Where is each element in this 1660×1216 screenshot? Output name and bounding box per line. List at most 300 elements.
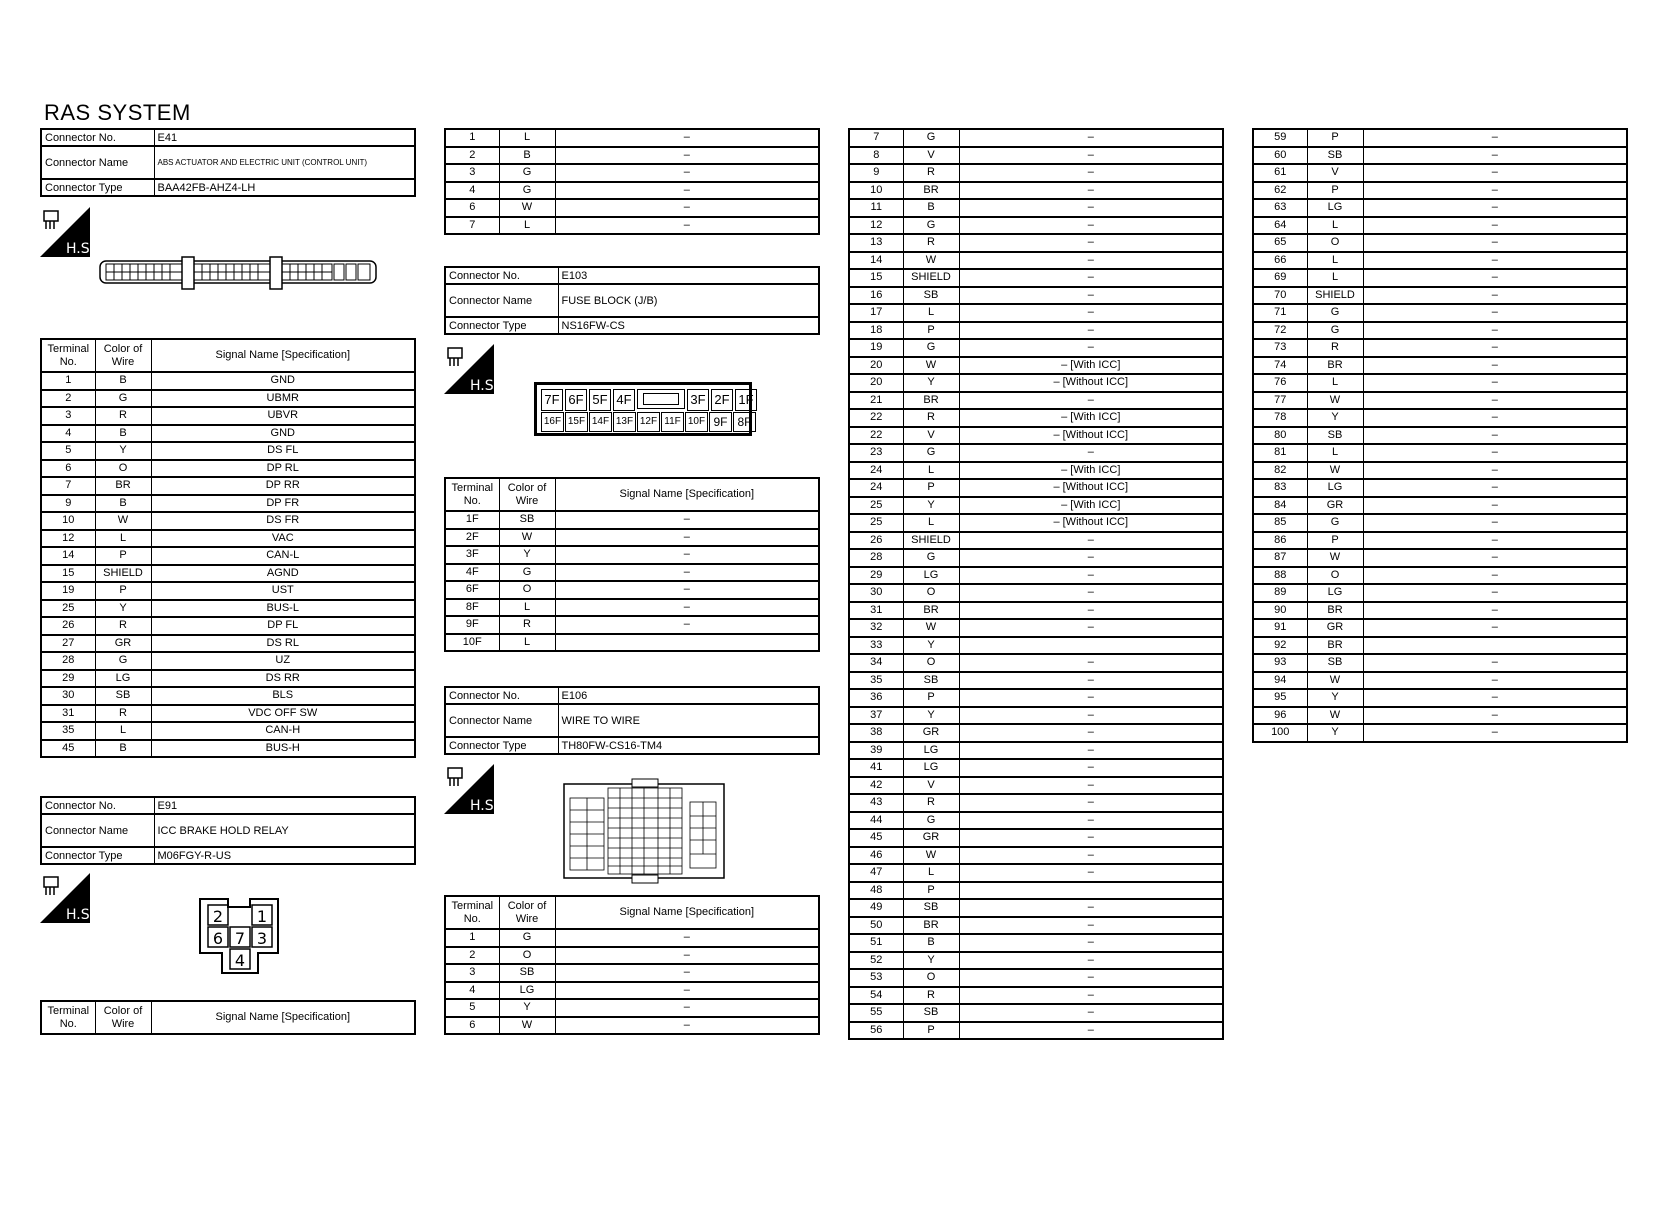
signal-name-cell: –	[959, 1022, 1223, 1040]
terminal-no-cell: 77	[1253, 392, 1307, 410]
table-row	[849, 899, 1223, 917]
signal-name-cell: –	[959, 969, 1223, 987]
wire-color-cell: G	[499, 564, 555, 582]
wire-color-cell: G	[903, 812, 959, 830]
wire-color-cell: W	[1307, 672, 1363, 690]
wire-color-cell: O	[499, 947, 555, 965]
signal-name-cell: –	[555, 599, 819, 617]
terminal-no-cell: 81	[1253, 444, 1307, 462]
table-row	[41, 460, 415, 478]
connector-type-label: Connector Type	[445, 737, 558, 754]
terminal-no-cell: 64	[1253, 217, 1307, 235]
connector-no-value: E103	[558, 267, 819, 284]
wire-color-cell: P	[1307, 129, 1363, 147]
wire-color-cell: LG	[1307, 584, 1363, 602]
signal-name-cell: –	[1363, 322, 1627, 340]
terminal-no-cell: 6F	[445, 581, 499, 599]
terminal-no-cell: 50	[849, 917, 903, 935]
e106-info-table	[444, 686, 820, 755]
table-row	[41, 565, 415, 583]
e103-pin: 3F	[687, 389, 709, 411]
table-row	[849, 409, 1223, 427]
table-row	[849, 514, 1223, 532]
e103-terminal-table	[444, 477, 820, 652]
terminal-no-cell: 35	[41, 722, 95, 740]
terminal-no-cell: 1	[445, 929, 499, 947]
terminal-no-cell: 66	[1253, 252, 1307, 270]
terminal-no-cell: 25	[849, 497, 903, 515]
terminal-no-cell: 3	[445, 964, 499, 982]
wire-color-cell: P	[95, 547, 151, 565]
table-row	[849, 584, 1223, 602]
table-row	[445, 599, 819, 617]
table-row	[849, 864, 1223, 882]
terminal-no-cell: 27	[41, 635, 95, 653]
hs-label: H.S.	[470, 378, 499, 394]
wire-color-cell: L	[499, 129, 555, 147]
terminal-no-cell: 13	[849, 234, 903, 252]
table-row	[849, 689, 1223, 707]
table-row	[849, 829, 1223, 847]
terminal-no-cell: 92	[1253, 637, 1307, 655]
signal-name-cell: – [With ICC]	[959, 462, 1223, 480]
signal-name-cell: BUS-L	[151, 600, 415, 618]
hs-label: H.S.	[470, 798, 499, 814]
wire-color-cell: GR	[1307, 497, 1363, 515]
connector-no-label: Connector No.	[445, 687, 558, 704]
table-row	[1253, 199, 1627, 217]
wire-color-cell: R	[1307, 339, 1363, 357]
signal-name-cell: –	[1363, 182, 1627, 200]
table-row	[445, 147, 819, 165]
signal-name-cell: –	[959, 532, 1223, 550]
terminal-no-cell: 42	[849, 777, 903, 795]
terminal-no-cell: 14	[849, 252, 903, 270]
terminal-no-cell: 24	[849, 462, 903, 480]
wire-color-cell: P	[95, 582, 151, 600]
wire-color-cell: BR	[903, 917, 959, 935]
harness-side-icon	[444, 764, 499, 814]
terminal-no-cell: 26	[849, 532, 903, 550]
terminal-no-cell: 2	[41, 390, 95, 408]
wire-color-cell: L	[903, 514, 959, 532]
wire-color-cell: V	[903, 147, 959, 165]
table-row	[1253, 637, 1627, 655]
wire-color-cell: P	[903, 322, 959, 340]
hs-label: H.S.	[66, 241, 95, 257]
table-row	[445, 546, 819, 564]
signal-name-cell: –	[1363, 584, 1627, 602]
wire-color-cell: Y	[1307, 724, 1363, 742]
table-row	[849, 672, 1223, 690]
table-row	[849, 479, 1223, 497]
signal-name-cell: –	[1363, 339, 1627, 357]
terminal-no-cell: 22	[849, 409, 903, 427]
signal-name-cell	[1363, 637, 1627, 655]
terminal-no-cell: 91	[1253, 619, 1307, 637]
wire-color-cell: P	[903, 689, 959, 707]
wire-color-cell: L	[903, 462, 959, 480]
signal-name-cell: –	[1363, 287, 1627, 305]
table-row	[1253, 689, 1627, 707]
table-row	[849, 217, 1223, 235]
wire-color-cell: Y	[903, 707, 959, 725]
table-row	[1253, 514, 1627, 532]
signal-name-cell: –	[959, 147, 1223, 165]
wire-color-cell: W	[499, 199, 555, 217]
signal-name-cell: –	[959, 602, 1223, 620]
signal-name-cell: –	[959, 619, 1223, 637]
table-row	[849, 339, 1223, 357]
connector-no-label: Connector No.	[445, 267, 558, 284]
signal-name-cell: DS FR	[151, 512, 415, 530]
wire-color-cell: LG	[1307, 199, 1363, 217]
terminal-no-cell: 85	[1253, 514, 1307, 532]
wire-color-cell: SB	[903, 672, 959, 690]
terminal-no-cell: 25	[849, 514, 903, 532]
table-row	[41, 722, 415, 740]
connector-type-label: Connector Type	[41, 179, 154, 196]
wire-color-cell: BR	[1307, 357, 1363, 375]
terminal-no-header: Terminal No.	[445, 478, 499, 511]
e91-connector-diagram	[198, 897, 282, 975]
table-row	[41, 600, 415, 618]
terminal-no-cell: 53	[849, 969, 903, 987]
wire-color-cell: O	[1307, 234, 1363, 252]
wire-color-cell: V	[903, 427, 959, 445]
terminal-no-cell: 55	[849, 1004, 903, 1022]
wire-color-cell: W	[903, 847, 959, 865]
terminal-no-cell: 10	[849, 182, 903, 200]
signal-name-cell: –	[959, 234, 1223, 252]
table-row	[849, 462, 1223, 480]
signal-name-cell: –	[959, 164, 1223, 182]
terminal-no-cell: 43	[849, 794, 903, 812]
wire-color-cell: L	[499, 217, 555, 235]
connector-no-value: E91	[154, 797, 415, 814]
connector-name-label: Connector Name	[41, 814, 154, 847]
terminal-no-cell: 47	[849, 864, 903, 882]
terminal-no-cell: 31	[41, 705, 95, 723]
table-row	[445, 199, 819, 217]
terminal-no-cell: 62	[1253, 182, 1307, 200]
wire-color-cell: BR	[903, 602, 959, 620]
signal-name-cell: –	[959, 777, 1223, 795]
signal-name-cell: GND	[151, 372, 415, 390]
signal-name-cell: UBVR	[151, 407, 415, 425]
signal-name-cell: –	[1363, 427, 1627, 445]
terminal-no-cell: 100	[1253, 724, 1307, 742]
e91-pin: 4	[234, 951, 246, 970]
table-row	[849, 987, 1223, 1005]
wire-color-cell: SB	[1307, 427, 1363, 445]
signal-name-cell: –	[1363, 479, 1627, 497]
wire-color-cell: BR	[1307, 637, 1363, 655]
signal-name-cell: –	[1363, 129, 1627, 147]
terminal-no-cell: 34	[849, 654, 903, 672]
wire-color-cell: W	[903, 619, 959, 637]
signal-name-cell: –	[959, 584, 1223, 602]
terminal-no-cell: 46	[849, 847, 903, 865]
signal-name-cell: –	[555, 182, 819, 200]
signal-name-cell: –	[959, 707, 1223, 725]
terminal-no-cell: 59	[1253, 129, 1307, 147]
terminal-no-cell: 78	[1253, 409, 1307, 427]
signal-name-cell: –	[959, 952, 1223, 970]
table-row	[41, 407, 415, 425]
e103-connector-diagram	[534, 382, 752, 436]
signal-name-cell: –	[555, 982, 819, 1000]
wire-color-cell: SB	[1307, 654, 1363, 672]
wire-color-cell: L	[1307, 374, 1363, 392]
connector-type-value: NS16FW-CS	[558, 317, 819, 334]
signal-name-cell: –	[1363, 602, 1627, 620]
wire-color-cell: G	[903, 217, 959, 235]
wire-color-cell: Y	[95, 600, 151, 618]
wire-color-cell: BR	[95, 477, 151, 495]
table-row	[849, 199, 1223, 217]
wire-color-cell: Y	[499, 999, 555, 1017]
table-row	[445, 529, 819, 547]
table-row	[1253, 234, 1627, 252]
terminal-no-cell: 48	[849, 882, 903, 900]
connector-type-value: BAA42FB-AHZ4-LH	[154, 179, 415, 196]
wire-color-cell: SHIELD	[903, 269, 959, 287]
wire-color-cell: GR	[903, 724, 959, 742]
wire-color-cell: SHIELD	[95, 565, 151, 583]
signal-name-cell: UST	[151, 582, 415, 600]
wire-color-cell: G	[903, 444, 959, 462]
terminal-no-cell: 7	[445, 217, 499, 235]
wire-color-cell: BR	[903, 182, 959, 200]
table-row	[1253, 339, 1627, 357]
signal-name-cell: –	[1363, 199, 1627, 217]
connector-name-value: FUSE BLOCK (J/B)	[558, 284, 819, 317]
table-row	[849, 427, 1223, 445]
wire-color-cell: W	[1307, 707, 1363, 725]
signal-name-cell: –	[959, 199, 1223, 217]
wire-color-cell: O	[1307, 567, 1363, 585]
wire-color-cell: LG	[1307, 479, 1363, 497]
e103-pin: 12F	[637, 412, 660, 432]
signal-name-cell: –	[959, 689, 1223, 707]
table-row	[849, 129, 1223, 147]
terminal-no-cell: 25	[41, 600, 95, 618]
terminal-no-cell: 41	[849, 759, 903, 777]
terminal-no-cell: 28	[41, 652, 95, 670]
table-row	[41, 442, 415, 460]
signal-name-cell: –	[555, 546, 819, 564]
connector-type-label: Connector Type	[41, 847, 154, 864]
table-row	[1253, 602, 1627, 620]
terminal-no-cell: 8F	[445, 599, 499, 617]
signal-name-cell: –	[555, 129, 819, 147]
table-row	[849, 707, 1223, 725]
wire-color-cell: LG	[903, 567, 959, 585]
signal-name-cell: –	[1363, 497, 1627, 515]
wire-color-cell: R	[95, 407, 151, 425]
signal-name-cell: –	[555, 511, 819, 529]
connector-name-label: Connector Name	[445, 284, 558, 317]
connector-no-value: E106	[558, 687, 819, 704]
signal-name-cell: –	[1363, 514, 1627, 532]
signal-name-cell: BUS-H	[151, 740, 415, 758]
color-header: Color of Wire	[499, 478, 555, 511]
connector-no-label: Connector No.	[41, 797, 154, 814]
harness-side-icon	[444, 344, 499, 394]
wire-color-cell: L	[903, 864, 959, 882]
wire-color-cell: BR	[903, 392, 959, 410]
signal-name-cell: –	[1363, 374, 1627, 392]
wire-color-cell: G	[903, 129, 959, 147]
terminal-no-cell: 18	[849, 322, 903, 340]
wire-color-cell: L	[499, 634, 555, 652]
table-row	[41, 477, 415, 495]
signal-name-cell: –	[1363, 619, 1627, 637]
table-row	[1253, 129, 1627, 147]
terminal-no-header: Terminal No.	[41, 339, 95, 372]
table-row	[849, 549, 1223, 567]
connector-name-value: WIRE TO WIRE	[558, 704, 819, 737]
terminal-no-cell: 4F	[445, 564, 499, 582]
terminal-no-cell: 6	[445, 1017, 499, 1035]
e103-pin: 13F	[613, 412, 636, 432]
table-row	[849, 1004, 1223, 1022]
table-row	[1253, 147, 1627, 165]
terminal-no-cell: 19	[849, 339, 903, 357]
table-row	[849, 182, 1223, 200]
terminal-no-cell: 14	[41, 547, 95, 565]
wire-color-cell: G	[903, 339, 959, 357]
e91-pin: 2	[212, 907, 224, 926]
terminal-no-cell: 12	[849, 217, 903, 235]
wire-color-cell: R	[499, 616, 555, 634]
wire-color-cell: L	[499, 599, 555, 617]
terminal-no-cell: 52	[849, 952, 903, 970]
signal-header: Signal Name [Specification]	[151, 1001, 415, 1034]
terminal-no-cell: 28	[849, 549, 903, 567]
signal-name-cell: –	[959, 672, 1223, 690]
signal-name-cell: –	[959, 129, 1223, 147]
table-row	[849, 637, 1223, 655]
table-row	[1253, 724, 1627, 742]
terminal-no-cell: 2	[445, 147, 499, 165]
table-row	[1253, 269, 1627, 287]
wire-color-cell: SB	[1307, 147, 1363, 165]
terminal-no-cell: 22	[849, 427, 903, 445]
terminal-no-header: Terminal No.	[445, 896, 499, 929]
terminal-no-cell: 19	[41, 582, 95, 600]
wire-color-cell: W	[1307, 392, 1363, 410]
wire-color-cell: LG	[903, 742, 959, 760]
table-row	[849, 252, 1223, 270]
table-row	[1253, 304, 1627, 322]
wire-color-cell: L	[95, 530, 151, 548]
table-row	[849, 444, 1223, 462]
terminal-no-cell: 83	[1253, 479, 1307, 497]
table-row	[41, 740, 415, 758]
signal-name-cell: –	[959, 217, 1223, 235]
table-row	[849, 322, 1223, 340]
terminal-no-cell: 61	[1253, 164, 1307, 182]
terminal-no-cell: 6	[41, 460, 95, 478]
table-row	[1253, 409, 1627, 427]
wire-color-cell: R	[903, 409, 959, 427]
signal-name-cell: –	[555, 217, 819, 235]
wire-color-cell: O	[499, 581, 555, 599]
table-row	[849, 777, 1223, 795]
e103-pin: 16F	[541, 412, 564, 432]
connector-name-label: Connector Name	[445, 704, 558, 737]
wire-color-cell: B	[903, 934, 959, 952]
wire-color-cell: SB	[903, 1004, 959, 1022]
wire-color-cell: G	[1307, 514, 1363, 532]
wire-color-cell: P	[903, 882, 959, 900]
wire-color-cell: V	[903, 777, 959, 795]
table-row	[445, 929, 819, 947]
table-row	[445, 634, 819, 652]
signal-name-cell: UZ	[151, 652, 415, 670]
table-row	[849, 532, 1223, 550]
terminal-no-cell: 21	[849, 392, 903, 410]
terminal-no-cell: 8	[849, 147, 903, 165]
table-row	[849, 724, 1223, 742]
signal-name-cell: DP RR	[151, 477, 415, 495]
terminal-no-cell: 44	[849, 812, 903, 830]
terminal-no-cell: 71	[1253, 304, 1307, 322]
page-title: RAS SYSTEM	[44, 100, 191, 125]
signal-name-cell: DS RL	[151, 635, 415, 653]
terminal-no-cell: 54	[849, 987, 903, 1005]
wire-color-cell: R	[903, 234, 959, 252]
signal-name-cell: –	[1363, 462, 1627, 480]
wire-color-cell: SB	[95, 687, 151, 705]
connector-no-value: E41	[154, 129, 415, 146]
signal-name-cell: – [With ICC]	[959, 357, 1223, 375]
harness-side-icon	[40, 207, 95, 257]
table-row	[445, 982, 819, 1000]
signal-name-cell: –	[1363, 269, 1627, 287]
wire-color-cell: R	[95, 617, 151, 635]
wire-color-cell: Y	[903, 497, 959, 515]
signal-name-cell: –	[959, 812, 1223, 830]
terminal-no-cell: 1	[445, 129, 499, 147]
terminal-no-cell: 6	[445, 199, 499, 217]
wire-color-cell: R	[903, 987, 959, 1005]
wire-color-cell: SB	[499, 964, 555, 982]
signal-name-cell: –	[959, 269, 1223, 287]
e103-pin: 15F	[565, 412, 588, 432]
terminal-no-cell: 10	[41, 512, 95, 530]
signal-name-cell: – [Without ICC]	[959, 479, 1223, 497]
signal-name-cell: –	[959, 829, 1223, 847]
table-row	[41, 705, 415, 723]
table-row	[849, 654, 1223, 672]
connector-name-value: ABS ACTUATOR AND ELECTRIC UNIT (CONTROL UNIT)	[154, 146, 415, 179]
table-row	[849, 969, 1223, 987]
table-row	[445, 217, 819, 235]
table-row	[445, 164, 819, 182]
signal-name-cell: –	[959, 392, 1223, 410]
signal-name-cell: –	[1363, 409, 1627, 427]
signal-name-cell: –	[959, 864, 1223, 882]
terminal-no-cell: 4	[445, 982, 499, 1000]
wire-color-cell: V	[1307, 164, 1363, 182]
terminal-no-cell: 5	[41, 442, 95, 460]
table-row	[445, 564, 819, 582]
terminal-no-cell: 7	[849, 129, 903, 147]
connector-name-label: Connector Name	[41, 146, 154, 179]
